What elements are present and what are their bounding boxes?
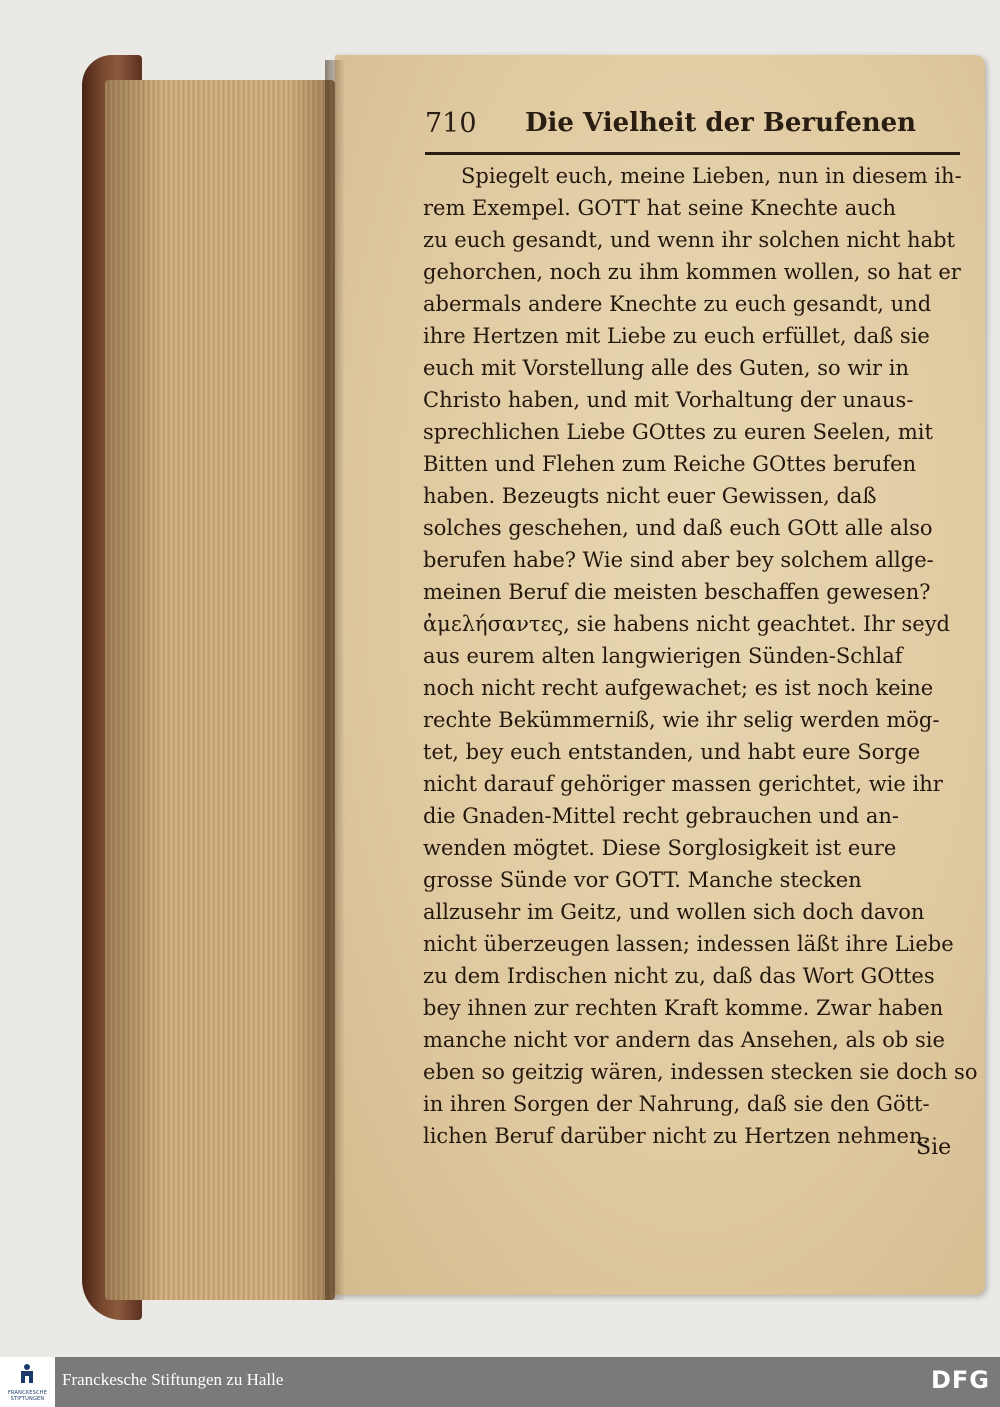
text-line: solches geschehen, und daß euch GOtt alle also [423,516,933,540]
text-line: tet, bey euch entstanden, und habt eure Sorge [423,740,921,764]
text-line: wenden mögtet. Diese Sorglosigkeit ist eure [423,836,897,860]
text-line: meinen Beruf die meisten beschaffen gewesen? [423,580,931,604]
logo-text: FRANCKESCHE STIFTUNGEN [7,1390,48,1402]
text-line: zu dem Irdischen nicht zu, daß das Wort GOttes [423,964,935,988]
text-line: ἀμελήσαντες, sie habens nicht geachtet. Ihr seyd [423,612,950,636]
text-line: bey ihnen zur rechten Kraft komme. Zwar haben [423,996,944,1020]
text-line: haben. Bezeugts nicht euer Gewissen, daß [423,484,877,508]
text-line: berufen habe? Wie sind aber bey solchem allge- [423,548,934,572]
text-line: nicht darauf gehöriger massen gerichtet, wie ihr [423,772,943,796]
text-line: euch mit Vorstellung alle des Guten, so wir in [423,356,909,380]
text-line: rem Exempel. GOTT hat seine Knechte auch [423,196,897,220]
dfg-logo[interactable]: DFG [930,1366,990,1394]
catchword: Sie [916,1135,952,1160]
text-line: nicht überzeugen lassen; indessen läßt ihre Liebe [423,932,954,956]
text-line: ihre Hertzen mit Liebe zu euch erfüllet, daß sie [423,324,930,348]
text-line: noch nicht recht aufgewachet; es ist noch keine [423,676,934,700]
running-title: Die Vielheit der Berufenen [525,108,917,138]
text-line: Bitten und Flehen zum Reiche GOttes berufen [423,452,917,476]
text-line: eben so geitzig wären, indessen stecken sie doch so [423,1060,978,1084]
text-line: in ihren Sorgen der Nahrung, daß sie den Gött- [423,1092,930,1116]
text-line: Christo haben, und mit Vorhaltung der unaus- [423,388,914,412]
text-line: lichen Beruf darüber nicht zu Hertzen nehmen. [423,1124,930,1148]
body-text [423,160,978,1152]
text-line: allzusehr im Geitz, und wollen sich doch davon [423,900,925,924]
text-line: manche nicht vor andern das Ansehen, als ob sie [423,1028,945,1052]
text-line: zu euch gesandt, und wenn ihr solchen nicht habt [423,228,955,252]
spine-shadow [325,60,345,1300]
institution-logo[interactable] [0,1357,55,1407]
page-number: 710 [425,108,477,139]
text-line: sprechlichen Liebe GOttes zu euren Seelen, mit [423,420,933,444]
page-header [425,108,960,148]
text-line: die Gnaden-Mittel recht gebrauchen und an- [423,804,899,828]
footer-caption: Franckesche Stiftungen zu Halle [62,1370,284,1389]
text-line: gehorchen, noch zu ihm kommen wollen, so hat er [423,260,961,284]
footer-bar [0,1357,1000,1407]
text-line: aus eurem alten langwierigen Sünden-Schlaf [423,644,903,668]
page-edges-shade [105,80,335,1300]
building-icon [18,1363,36,1385]
header-rule [425,152,960,155]
text-line: Spiegelt euch, meine Lieben, nun in diesem ih- [461,164,962,188]
text-line: grosse Sünde vor GOTT. Manche stecken [423,868,862,892]
text-line: abermals andere Knechte zu euch gesandt, und [423,292,932,316]
text-line: rechte Bekümmerniß, wie ihr selig werden mög- [423,708,940,732]
